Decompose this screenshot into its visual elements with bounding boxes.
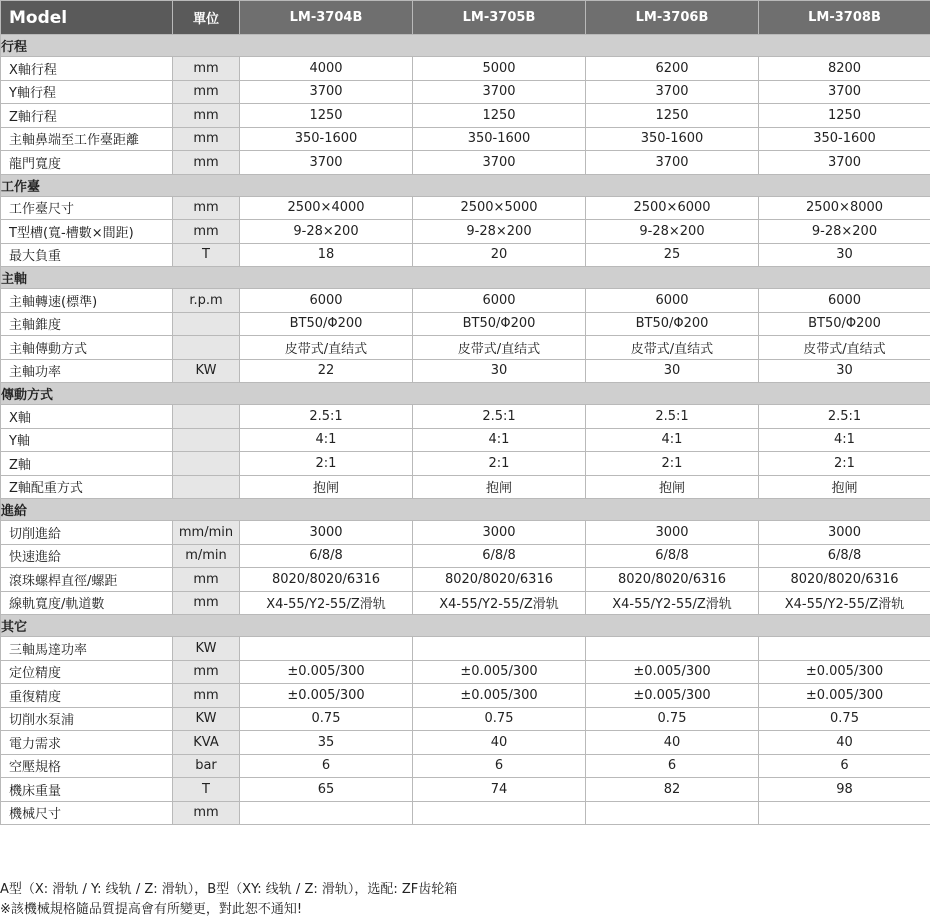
spec-unit: mm: [173, 104, 240, 128]
table-row: [1, 312, 930, 336]
spec-unit: r.p.m: [173, 289, 240, 313]
spec-name: 機床重量: [1, 778, 173, 802]
spec-value: 74: [413, 778, 586, 802]
spec-value: 5000: [413, 57, 586, 81]
spec-value: 6200: [586, 57, 759, 81]
spec-unit: mm: [173, 220, 240, 244]
spec-value: 2.5:1: [240, 405, 413, 429]
spec-value: 8020/8020/6316: [413, 568, 586, 592]
spec-value: 抱闸: [240, 475, 413, 499]
spec-value: 3000: [240, 521, 413, 545]
spec-value: 40: [586, 731, 759, 755]
spec-value: 3700: [586, 80, 759, 104]
spec-unit: [173, 452, 240, 476]
model-name: LM-3706B: [586, 1, 759, 35]
table-row: [1, 336, 930, 360]
spec-value: 3700: [240, 80, 413, 104]
spec-name: 工作臺尺寸: [1, 196, 173, 220]
section-row: [1, 383, 930, 405]
section-row: [1, 174, 930, 196]
spec-value: 2:1: [413, 452, 586, 476]
spec-value: X4-55/Y2-55/Z滑轨: [413, 591, 586, 615]
spec-value: 4000: [240, 57, 413, 81]
spec-value: 6000: [759, 289, 930, 313]
table-row: [1, 220, 930, 244]
section-row: [1, 267, 930, 289]
spec-value: 82: [586, 778, 759, 802]
spec-value: ±0.005/300: [240, 684, 413, 708]
spec-value: 350-1600: [240, 127, 413, 151]
spec-value: [413, 637, 586, 661]
spec-value: 6000: [586, 289, 759, 313]
table-row: [1, 57, 930, 81]
spec-value: 4:1: [586, 428, 759, 452]
spec-value: 9-28×200: [586, 220, 759, 244]
table-row: [1, 127, 930, 151]
spec-unit: mm: [173, 684, 240, 708]
spec-value: 3700: [413, 80, 586, 104]
spec-unit: bar: [173, 754, 240, 778]
spec-name: 空壓規格: [1, 754, 173, 778]
spec-unit: mm: [173, 80, 240, 104]
spec-name: 切削水泵浦: [1, 707, 173, 731]
spec-name: 最大負重: [1, 243, 173, 267]
spec-value: ±0.005/300: [759, 660, 930, 684]
spec-value: BT50/Φ200: [586, 312, 759, 336]
spec-value: 2500×4000: [240, 196, 413, 220]
spec-value: 30: [759, 359, 930, 383]
spec-value: 8200: [759, 57, 930, 81]
section-title: 主軸: [1, 267, 930, 289]
table-row: [1, 289, 930, 313]
section-title: 其它: [1, 615, 930, 637]
spec-name: 機械尺寸: [1, 801, 173, 825]
spec-value: 2:1: [586, 452, 759, 476]
spec-value: 2.5:1: [759, 405, 930, 429]
spec-value: 0.75: [240, 707, 413, 731]
spec-value: 30: [759, 243, 930, 267]
spec-unit: mm: [173, 127, 240, 151]
spec-body: [1, 35, 930, 825]
spec-value: 4:1: [240, 428, 413, 452]
spec-value: 9-28×200: [759, 220, 930, 244]
spec-value: 3700: [759, 80, 930, 104]
spec-value: 22: [240, 359, 413, 383]
section-title: 傳動方式: [1, 383, 930, 405]
spec-name: X軸: [1, 405, 173, 429]
spec-unit: KW: [173, 707, 240, 731]
spec-value: 1250: [240, 104, 413, 128]
spec-name: X軸行程: [1, 57, 173, 81]
spec-value: 30: [586, 359, 759, 383]
table-row: [1, 731, 930, 755]
spec-value: 2500×6000: [586, 196, 759, 220]
spec-name: 切削進給: [1, 521, 173, 545]
spec-value: 皮带式/直结式: [413, 336, 586, 360]
table-row: [1, 568, 930, 592]
spec-value: [240, 801, 413, 825]
table-row: [1, 104, 930, 128]
spec-value: [240, 637, 413, 661]
spec-name: 主軸傳動方式: [1, 336, 173, 360]
section-title: 行程: [1, 35, 930, 57]
spec-unit: [173, 405, 240, 429]
spec-value: 8020/8020/6316: [586, 568, 759, 592]
spec-value: 4:1: [759, 428, 930, 452]
spec-value: 0.75: [759, 707, 930, 731]
spec-value: ±0.005/300: [586, 660, 759, 684]
section-title: 工作臺: [1, 174, 930, 196]
spec-value: X4-55/Y2-55/Z滑轨: [240, 591, 413, 615]
spec-name: 重復精度: [1, 684, 173, 708]
table-row: [1, 637, 930, 661]
table-row: [1, 243, 930, 267]
spec-name: Z軸行程: [1, 104, 173, 128]
spec-value: 皮带式/直结式: [240, 336, 413, 360]
spec-value: 6/8/8: [759, 544, 930, 568]
table-row: [1, 80, 930, 104]
spec-value: [586, 637, 759, 661]
table-row: [1, 196, 930, 220]
spec-value: 6/8/8: [413, 544, 586, 568]
spec-name: 三軸馬達功率: [1, 637, 173, 661]
table-row: [1, 405, 930, 429]
spec-name: Z軸: [1, 452, 173, 476]
spec-unit: T: [173, 778, 240, 802]
spec-value: 40: [413, 731, 586, 755]
spec-value: ±0.005/300: [759, 684, 930, 708]
spec-unit: mm: [173, 57, 240, 81]
spec-name: 電力需求: [1, 731, 173, 755]
spec-value: 皮带式/直结式: [586, 336, 759, 360]
spec-name: 線軌寬度/軌道數: [1, 591, 173, 615]
spec-value: 2:1: [759, 452, 930, 476]
table-row: [1, 151, 930, 175]
section-row: [1, 35, 930, 57]
table-row: [1, 475, 930, 499]
spec-value: 65: [240, 778, 413, 802]
table-row: [1, 684, 930, 708]
spec-value: 350-1600: [586, 127, 759, 151]
spec-value: 3000: [413, 521, 586, 545]
spec-value: 1250: [759, 104, 930, 128]
spec-unit: T: [173, 243, 240, 267]
spec-unit: [173, 475, 240, 499]
spec-name: Z軸配重方式: [1, 475, 173, 499]
model-name: LM-3704B: [240, 1, 413, 35]
table-row: [1, 428, 930, 452]
spec-value: 350-1600: [759, 127, 930, 151]
spec-value: BT50/Φ200: [240, 312, 413, 336]
section-row: [1, 499, 930, 521]
spec-value: 6: [240, 754, 413, 778]
table-row: [1, 660, 930, 684]
spec-value: 6: [586, 754, 759, 778]
spec-value: BT50/Φ200: [759, 312, 930, 336]
spec-unit: [173, 336, 240, 360]
spec-name: Y軸: [1, 428, 173, 452]
section-row: [1, 615, 930, 637]
spec-value: ±0.005/300: [586, 684, 759, 708]
table-row: [1, 452, 930, 476]
spec-value: 抱闸: [759, 475, 930, 499]
spec-value: [759, 801, 930, 825]
spec-value: 0.75: [586, 707, 759, 731]
spec-value: 4:1: [413, 428, 586, 452]
spec-value: ±0.005/300: [413, 660, 586, 684]
spec-value: 98: [759, 778, 930, 802]
footnotes: [0, 880, 457, 920]
spec-value: 35: [240, 731, 413, 755]
spec-name: 主軸功率: [1, 359, 173, 383]
spec-unit: mm: [173, 660, 240, 684]
model-name: LM-3708B: [759, 1, 930, 35]
spec-unit: mm: [173, 151, 240, 175]
table-row: [1, 359, 930, 383]
spec-value: [413, 801, 586, 825]
table-row: [1, 754, 930, 778]
spec-name: T型槽(寬-槽數×間距): [1, 220, 173, 244]
spec-unit: mm: [173, 801, 240, 825]
spec-value: 25: [586, 243, 759, 267]
spec-value: ±0.005/300: [240, 660, 413, 684]
spec-value: 350-1600: [413, 127, 586, 151]
section-title: 進給: [1, 499, 930, 521]
spec-value: 8020/8020/6316: [240, 568, 413, 592]
spec-value: 6/8/8: [586, 544, 759, 568]
spec-name: Y軸行程: [1, 80, 173, 104]
spec-value: 3700: [586, 151, 759, 175]
spec-value: 1250: [586, 104, 759, 128]
spec-value: 皮带式/直结式: [759, 336, 930, 360]
spec-value: 3700: [240, 151, 413, 175]
spec-value: 1250: [413, 104, 586, 128]
spec-value: 6000: [240, 289, 413, 313]
spec-value: 18: [240, 243, 413, 267]
spec-value: 6000: [413, 289, 586, 313]
spec-value: 抱闸: [413, 475, 586, 499]
spec-value: ±0.005/300: [413, 684, 586, 708]
spec-value: 3700: [759, 151, 930, 175]
model-header: Model: [1, 1, 173, 35]
spec-value: 3000: [586, 521, 759, 545]
table-row: [1, 778, 930, 802]
spec-unit: mm: [173, 568, 240, 592]
table-row: [1, 801, 930, 825]
spec-name: 主軸錐度: [1, 312, 173, 336]
spec-unit: KW: [173, 637, 240, 661]
spec-name: 快速進給: [1, 544, 173, 568]
spec-value: 8020/8020/6316: [759, 568, 930, 592]
spec-unit: [173, 312, 240, 336]
spec-name: 主軸鼻端至工作臺距離: [1, 127, 173, 151]
spec-value: 2.5:1: [413, 405, 586, 429]
spec-value: 6/8/8: [240, 544, 413, 568]
spec-value: X4-55/Y2-55/Z滑轨: [759, 591, 930, 615]
spec-unit: [173, 428, 240, 452]
spec-name: 主軸轉速(標準): [1, 289, 173, 313]
spec-name: 定位精度: [1, 660, 173, 684]
spec-unit: mm/min: [173, 521, 240, 545]
spec-name: 龍門寬度: [1, 151, 173, 175]
spec-value: [759, 637, 930, 661]
table-row: [1, 707, 930, 731]
spec-name: 滾珠螺桿直徑/螺距: [1, 568, 173, 592]
spec-unit: m/min: [173, 544, 240, 568]
unit-header: 單位: [173, 1, 240, 35]
table-row: [1, 544, 930, 568]
spec-value: 9-28×200: [240, 220, 413, 244]
model-name: LM-3705B: [413, 1, 586, 35]
spec-value: 9-28×200: [413, 220, 586, 244]
spec-value: 2500×8000: [759, 196, 930, 220]
spec-value: BT50/Φ200: [413, 312, 586, 336]
footnote: A型（X: 滑轨 / Y: 线轨 / Z: 滑轨），B型（XY: 线轨 / Z: 滑轨），选配: ZF齿轮箱: [0, 882, 458, 897]
table-row: [1, 591, 930, 615]
spec-value: X4-55/Y2-55/Z滑轨: [586, 591, 759, 615]
spec-value: 40: [759, 731, 930, 755]
spec-value: 20: [413, 243, 586, 267]
footnote: ※該機械規格隨品質提高會有所變更，對此恕不通知!: [0, 902, 303, 917]
spec-value: 抱闸: [586, 475, 759, 499]
spec-unit: mm: [173, 196, 240, 220]
spec-value: 2500×5000: [413, 196, 586, 220]
spec-value: 2.5:1: [586, 405, 759, 429]
spec-value: 3700: [413, 151, 586, 175]
spec-value: 6: [413, 754, 586, 778]
spec-unit: mm: [173, 591, 240, 615]
spec-value: [586, 801, 759, 825]
table-row: [1, 521, 930, 545]
spec-unit: KVA: [173, 731, 240, 755]
spec-value: 0.75: [413, 707, 586, 731]
spec-value: 30: [413, 359, 586, 383]
spec-value: 2:1: [240, 452, 413, 476]
spec-value: 3000: [759, 521, 930, 545]
spec-value: 6: [759, 754, 930, 778]
header-row: [1, 1, 930, 35]
spec-unit: KW: [173, 359, 240, 383]
